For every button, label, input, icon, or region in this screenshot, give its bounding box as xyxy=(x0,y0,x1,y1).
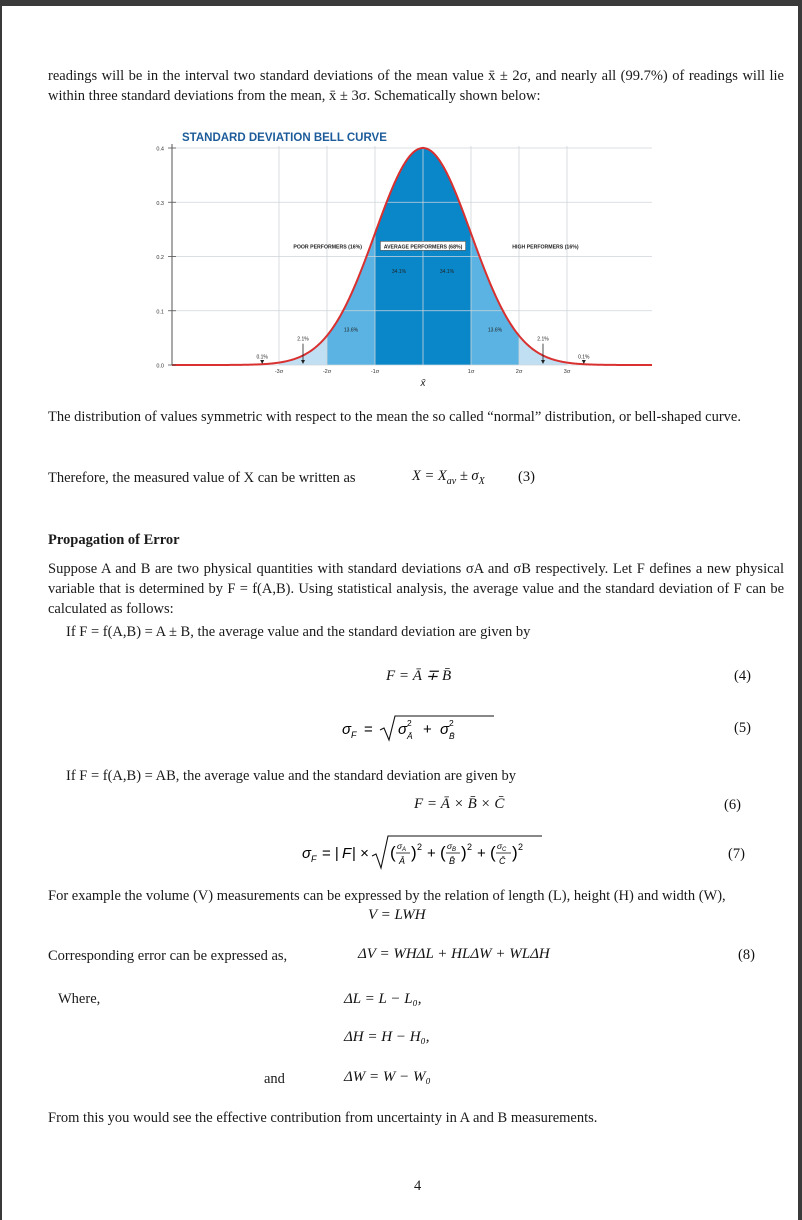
y-tick-label: 0.2 xyxy=(156,255,164,261)
svg-text:σ: σ xyxy=(397,841,403,851)
svg-text:C̄: C̄ xyxy=(499,856,506,866)
x-tick-label: 3σ xyxy=(563,369,571,375)
equation-5-number: (5) xyxy=(734,720,751,736)
percent-label: 34.1% xyxy=(439,268,455,275)
y-tick-label: 0.4 xyxy=(156,146,164,153)
svg-text:| ×: | × xyxy=(352,845,369,862)
svg-text:A: A xyxy=(402,847,407,853)
svg-text:σ: σ xyxy=(398,721,408,738)
svg-text:2: 2 xyxy=(417,842,423,852)
y-tick-label: 0.1 xyxy=(156,309,164,316)
svg-text:2: 2 xyxy=(449,718,454,728)
percent-label: 2.1% xyxy=(537,336,549,343)
section-heading: Propagation of Error xyxy=(48,532,180,548)
percent-label: 2.1% xyxy=(297,336,309,343)
percent-label: 0.1% xyxy=(256,354,268,361)
product-case-text: If F = f(A,B) = AB, the average value and the standard deviation are given by xyxy=(66,768,517,784)
percent-label: 0.1% xyxy=(578,354,590,361)
x-tick-label: 1σ xyxy=(467,369,475,375)
svg-text:(: ( xyxy=(440,843,446,862)
equation-8: ΔV = WHΔL + HLΔW + WLΔH xyxy=(358,946,550,962)
svg-text:σ: σ xyxy=(497,841,503,851)
y-tick-label: 0.3 xyxy=(156,200,164,207)
suppose-paragraph: Suppose A and B are two physical quantities with standard deviations σA and σB respectively. Let F defines a new physical variable that is determined by F = f(A,B). Using statistical analysis, the average value and the standard deviation of F can be calculated as follows: xyxy=(48,561,784,617)
bell-curve-figure xyxy=(142,124,662,389)
svg-text:): ) xyxy=(461,843,467,862)
region-label: POOR PERFORMERS (16%) xyxy=(293,244,363,251)
svg-text:): ) xyxy=(512,843,518,862)
equation-6: F = Ā × B̄ × C̄ xyxy=(414,796,505,812)
x-tick-label: -3σ xyxy=(274,369,284,375)
x-tick-label: -2σ xyxy=(322,369,332,375)
svg-text:Ā: Ā xyxy=(407,731,413,741)
equation-volume: V = LWH xyxy=(368,907,426,923)
x-tick-label: -1σ xyxy=(370,369,380,375)
equation-7-number: (7) xyxy=(728,846,745,862)
percent-label: 34.1% xyxy=(391,268,407,275)
svg-text:(: ( xyxy=(390,843,396,862)
svg-text:B̄: B̄ xyxy=(449,731,455,741)
x-tick-label: 2σ xyxy=(515,369,523,375)
normal-distribution-paragraph: The distribution of values symmetric with respect to the mean the so called “normal” distribution, or bell-shaped curve. xyxy=(48,409,741,425)
svg-text:= |: = | xyxy=(322,845,339,862)
equation-3-number: (3) xyxy=(518,469,535,485)
equation-6-number: (6) xyxy=(724,797,741,813)
equation-8-number: (8) xyxy=(738,947,755,963)
svg-text:2: 2 xyxy=(518,842,524,852)
svg-text:): ) xyxy=(411,843,417,862)
page-number: 4 xyxy=(414,1178,422,1194)
where-text: Where, xyxy=(58,991,101,1007)
equation-5 xyxy=(342,712,502,751)
svg-text:σ: σ xyxy=(342,721,352,738)
svg-text:2: 2 xyxy=(407,718,412,728)
equation-delta-w: ΔW = W − W₀ xyxy=(344,1069,431,1085)
intro-paragraph: readings will be in the interval two standard deviations of the mean value x̄ ± 2σ, and nearly all (99.7%) of readings will lie within three standard deviations from the mean, x̄ ± 3σ. Schematically shown below: xyxy=(48,68,784,104)
y-tick-label: 0.0 xyxy=(156,363,164,370)
svg-text:σ: σ xyxy=(440,721,450,738)
equation-delta-h: ΔH = H − H₀, xyxy=(344,1029,430,1045)
svg-text:=: = xyxy=(364,721,373,738)
svg-text:+: + xyxy=(427,845,436,862)
region-label: AVERAGE PERFORMERS (68%) xyxy=(383,244,463,251)
and-text: and xyxy=(264,1071,285,1087)
svg-text:σ: σ xyxy=(302,845,312,862)
equation-3: $X = X_{av} \pm \sigma_X$ xyxy=(412,468,485,487)
equation-7 xyxy=(302,832,562,877)
svg-text:F: F xyxy=(311,854,317,864)
svg-text:F: F xyxy=(351,730,357,740)
therefore-text: Therefore, the measured value of X can be written as xyxy=(48,470,356,486)
svg-text:σ: σ xyxy=(447,841,453,851)
corresponding-error-text: Corresponding error can be expressed as, xyxy=(48,948,288,964)
document-page xyxy=(2,6,798,1220)
example-text: For example the volume (V) measurements can be expressed by the relation of length (L), height (H) and width (W), xyxy=(48,888,726,904)
svg-text:(: ( xyxy=(490,843,496,862)
equation-4-number: (4) xyxy=(734,668,751,684)
svg-text:B̄: B̄ xyxy=(449,856,456,866)
figure-title: STANDARD DEVIATION BELL CURVE xyxy=(182,132,387,144)
percent-label: 13.6% xyxy=(343,327,359,334)
closing-text: From this you would see the effective contribution from uncertainty in A and B measurements. xyxy=(48,1110,598,1126)
percent-label: 13.6% xyxy=(487,327,503,334)
region-label: HIGH PERFORMERS (16%) xyxy=(512,244,579,251)
x-axis-label: x̄ xyxy=(420,378,426,389)
svg-text:2: 2 xyxy=(467,842,473,852)
svg-text:+: + xyxy=(423,721,432,738)
equation-4: F = Ā ∓ B̄ xyxy=(386,668,452,684)
sum-case-text: If F = f(A,B) = A ± B, the average value and the standard deviation are given by xyxy=(66,624,531,640)
equation-delta-l: ΔL = L − L₀, xyxy=(344,991,422,1007)
svg-text:+: + xyxy=(477,845,486,862)
svg-text:Ā: Ā xyxy=(399,856,406,866)
svg-text:C: C xyxy=(502,847,507,853)
svg-text:B: B xyxy=(452,847,457,853)
svg-text:F: F xyxy=(342,845,352,862)
